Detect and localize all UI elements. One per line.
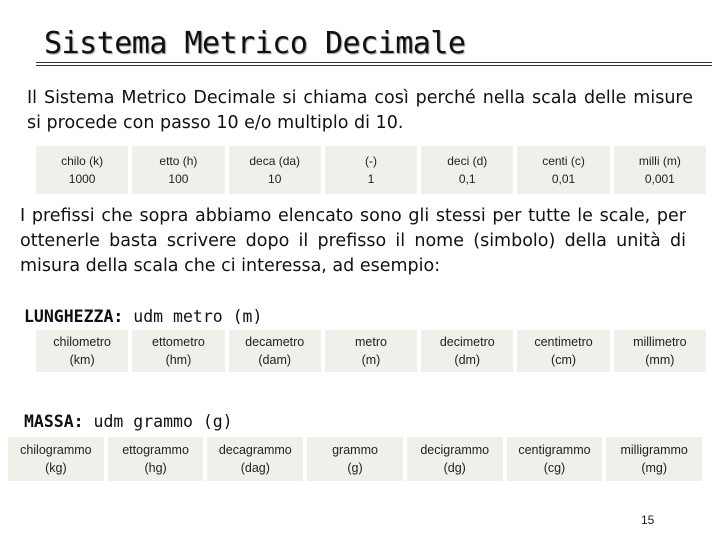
unit-name: chilometro xyxy=(53,335,111,349)
mass-unit-cell xyxy=(407,437,503,481)
unit-name: chilogrammo xyxy=(20,443,92,457)
prefix-cell xyxy=(36,146,128,194)
prefix-value: 0,01 xyxy=(551,172,576,186)
unit-symbol: (hm) xyxy=(165,353,192,367)
unit-symbol: (hg) xyxy=(144,461,167,475)
mass-unit-cell xyxy=(8,437,104,481)
explanation-paragraph: I prefissi che sopra abbiamo elencato sono gli stessi per tutte le scale, per ottenerle basta scrivere dopo il prefisso il nome (simbolo) della unità di misura della scala che ci interessa, ad esempio: xyxy=(20,206,686,276)
prefix-value: 100 xyxy=(168,172,189,186)
unit-name: centimetro xyxy=(534,335,593,349)
mass-heading xyxy=(24,412,233,431)
mass-unit-cell xyxy=(606,437,702,481)
unit-symbol: (km) xyxy=(69,353,95,367)
prefix-cell xyxy=(132,146,224,194)
unit-name: grammo xyxy=(332,443,378,457)
length-unit-cell xyxy=(614,330,706,372)
prefix-cell xyxy=(325,146,417,194)
prefix-name: (-) xyxy=(364,154,377,168)
prefix-name: centi (c) xyxy=(542,154,585,168)
mass-unit-cell xyxy=(507,437,603,481)
unit-symbol: (m) xyxy=(361,353,381,367)
unit-name: ettogrammo xyxy=(122,443,189,457)
unit-symbol: (dm) xyxy=(454,353,481,367)
prefix-value: 1000 xyxy=(68,172,96,186)
intro-paragraph: Il Sistema Metrico Decimale si chiama così perché nella scala delle misure si procede con passo 10 e/o multiplo di 10. xyxy=(27,88,693,133)
mass-unit: udm grammo (g) xyxy=(83,412,233,431)
unit-name: decigrammo xyxy=(420,443,490,457)
prefix-table xyxy=(36,146,706,194)
mass-table xyxy=(8,437,702,481)
unit-name: decametro xyxy=(245,335,305,349)
mass-unit-cell xyxy=(108,437,204,481)
prefix-name: deca (da) xyxy=(249,154,301,168)
slide-title: Sistema Metrico Decimale xyxy=(44,26,466,61)
prefix-cell xyxy=(614,146,706,194)
mass-unit-cell xyxy=(207,437,303,481)
length-unit-cell xyxy=(325,330,417,372)
length-unit-cell xyxy=(132,330,224,372)
unit-symbol: (cg) xyxy=(543,461,566,475)
prefix-cell xyxy=(517,146,609,194)
prefix-cell xyxy=(229,146,321,194)
unit-symbol: (cm) xyxy=(551,353,577,367)
mass-label: MASSA: xyxy=(24,412,84,431)
unit-name: ettometro xyxy=(152,335,205,349)
unit-symbol: (mm) xyxy=(645,353,675,367)
length-label: LUNGHEZZA: xyxy=(24,307,124,326)
length-unit-cell xyxy=(517,330,609,372)
unit-symbol: (dg) xyxy=(443,461,466,475)
prefix-cell xyxy=(421,146,513,194)
prefix-name: etto (h) xyxy=(159,154,198,168)
length-unit-cell xyxy=(36,330,128,372)
length-unit-cell xyxy=(421,330,513,372)
unit-name: metro xyxy=(355,335,387,349)
length-table xyxy=(36,330,706,372)
unit-name: decimetro xyxy=(439,335,495,349)
title-underline xyxy=(36,62,712,63)
unit-symbol: (g) xyxy=(347,461,363,475)
unit-symbol: (dam) xyxy=(258,353,292,367)
unit-symbol: (dag) xyxy=(240,461,270,475)
title-underline-second xyxy=(36,65,712,66)
unit-symbol: (mg) xyxy=(641,461,668,475)
unit-name: decagrammo xyxy=(218,443,292,457)
unit-name: centigrammo xyxy=(518,443,591,457)
length-unit-cell xyxy=(229,330,321,372)
prefix-value: 1 xyxy=(367,172,375,186)
prefix-name: chilo (k) xyxy=(61,154,104,168)
unit-name: milligrammo xyxy=(620,443,688,457)
prefix-value: 10 xyxy=(268,172,282,186)
unit-symbol: (kg) xyxy=(45,461,67,475)
prefix-name: deci (d) xyxy=(447,154,488,168)
mass-unit-cell xyxy=(307,437,403,481)
page-number: 15 xyxy=(641,513,655,527)
length-unit: udm metro (m) xyxy=(123,307,263,326)
prefix-value: 0,1 xyxy=(458,172,476,186)
unit-name: millimetro xyxy=(633,335,687,349)
prefix-value: 0,001 xyxy=(644,172,675,186)
prefix-name: milli (m) xyxy=(638,154,681,168)
length-heading xyxy=(24,307,262,326)
